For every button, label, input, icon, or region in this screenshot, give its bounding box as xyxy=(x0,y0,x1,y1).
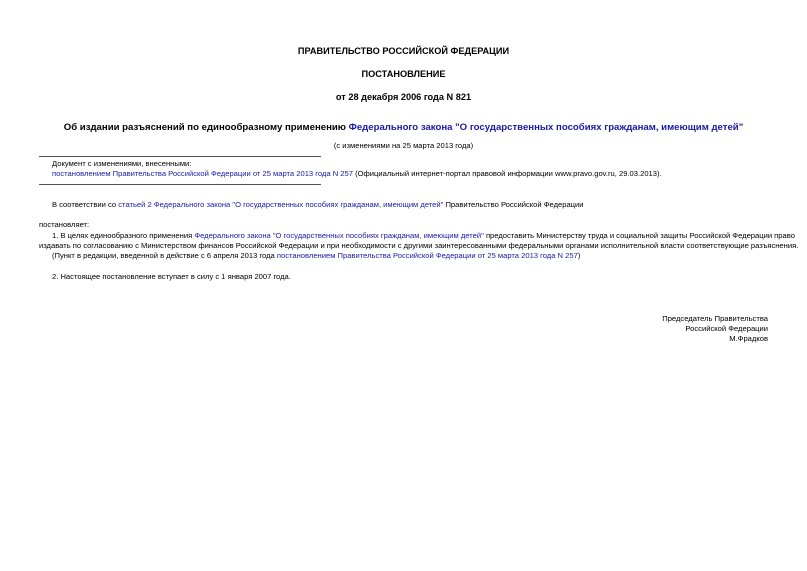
preamble-prefix: В соответствии со xyxy=(52,200,119,209)
amendment-source: (Официальный интернет-портал правовой информации www.pravo.gov.ru, 29.03.2013). xyxy=(352,169,662,178)
item-1-note xyxy=(52,251,580,261)
resolves: постановляет: xyxy=(39,220,90,229)
preamble xyxy=(52,200,584,210)
item-1-line-1 xyxy=(52,231,795,241)
document-title xyxy=(0,122,807,133)
preamble-law-link[interactable]: статьей 2 Федерального закона "О государственных пособиях гражданам, имеющим детей" xyxy=(118,200,444,209)
document-type: ПОСТАНОВЛЕНИЕ xyxy=(361,69,446,79)
amendments-label: Документ с изменениями, внесенными: xyxy=(52,159,192,168)
item-1-law-link[interactable]: Федерального закона "О государственных пособиях гражданам, имеющим детей" xyxy=(194,231,484,240)
title-prefix: Об издании разъяснений по единообразному применению xyxy=(63,122,349,133)
item-1-note-link[interactable]: постановлением Правительства Российской Федерации от 25 марта 2013 года N 257 xyxy=(276,251,578,260)
signature-name: М.Фрадков xyxy=(729,334,768,343)
item-1-line-2: издавать по согласованию с Министерством финансов Российской Федерации и при необходимости с другими заинтересованными федеральными органами исполнительной власти соответствующие разъяснения. xyxy=(39,241,799,250)
amendment-link[interactable]: постановлением Правительства Российской Федерации от 25 марта 2013 года N 257 xyxy=(52,169,353,178)
government-heading: ПРАВИТЕЛЬСТВО РОССИЙСКОЙ ФЕДЕРАЦИИ xyxy=(297,46,510,56)
revision-note: (с изменениями на 25 марта 2013 года) xyxy=(333,141,474,150)
signature-organization: Российской Федерации xyxy=(685,324,768,333)
amendments-line xyxy=(52,169,662,179)
title-law-link[interactable]: Федерального закона "О государственных пособиях гражданам, имеющим детей" xyxy=(348,122,744,133)
item-1-note-prefix: (Пункт в редакции, введенной в действие с 6 апреля 2013 года xyxy=(52,251,277,260)
bottom-divider xyxy=(39,184,321,185)
item-1-prefix: 1. В целях единообразного применения xyxy=(52,231,195,240)
item-1-note-suffix: ) xyxy=(577,251,581,260)
item-2: 2. Настоящее постановление вступает в силу с 1 января 2007 года. xyxy=(52,272,291,281)
document-date-number: от 28 декабря 2006 года N 821 xyxy=(335,92,472,102)
signature-position: Председатель Правительства xyxy=(662,314,768,323)
item-1-suffix: предоставить Министерству труда и социальной защиты Российской Федерации право xyxy=(483,231,795,240)
top-divider xyxy=(39,156,321,157)
preamble-suffix: Правительство Российской Федерации xyxy=(443,200,584,209)
